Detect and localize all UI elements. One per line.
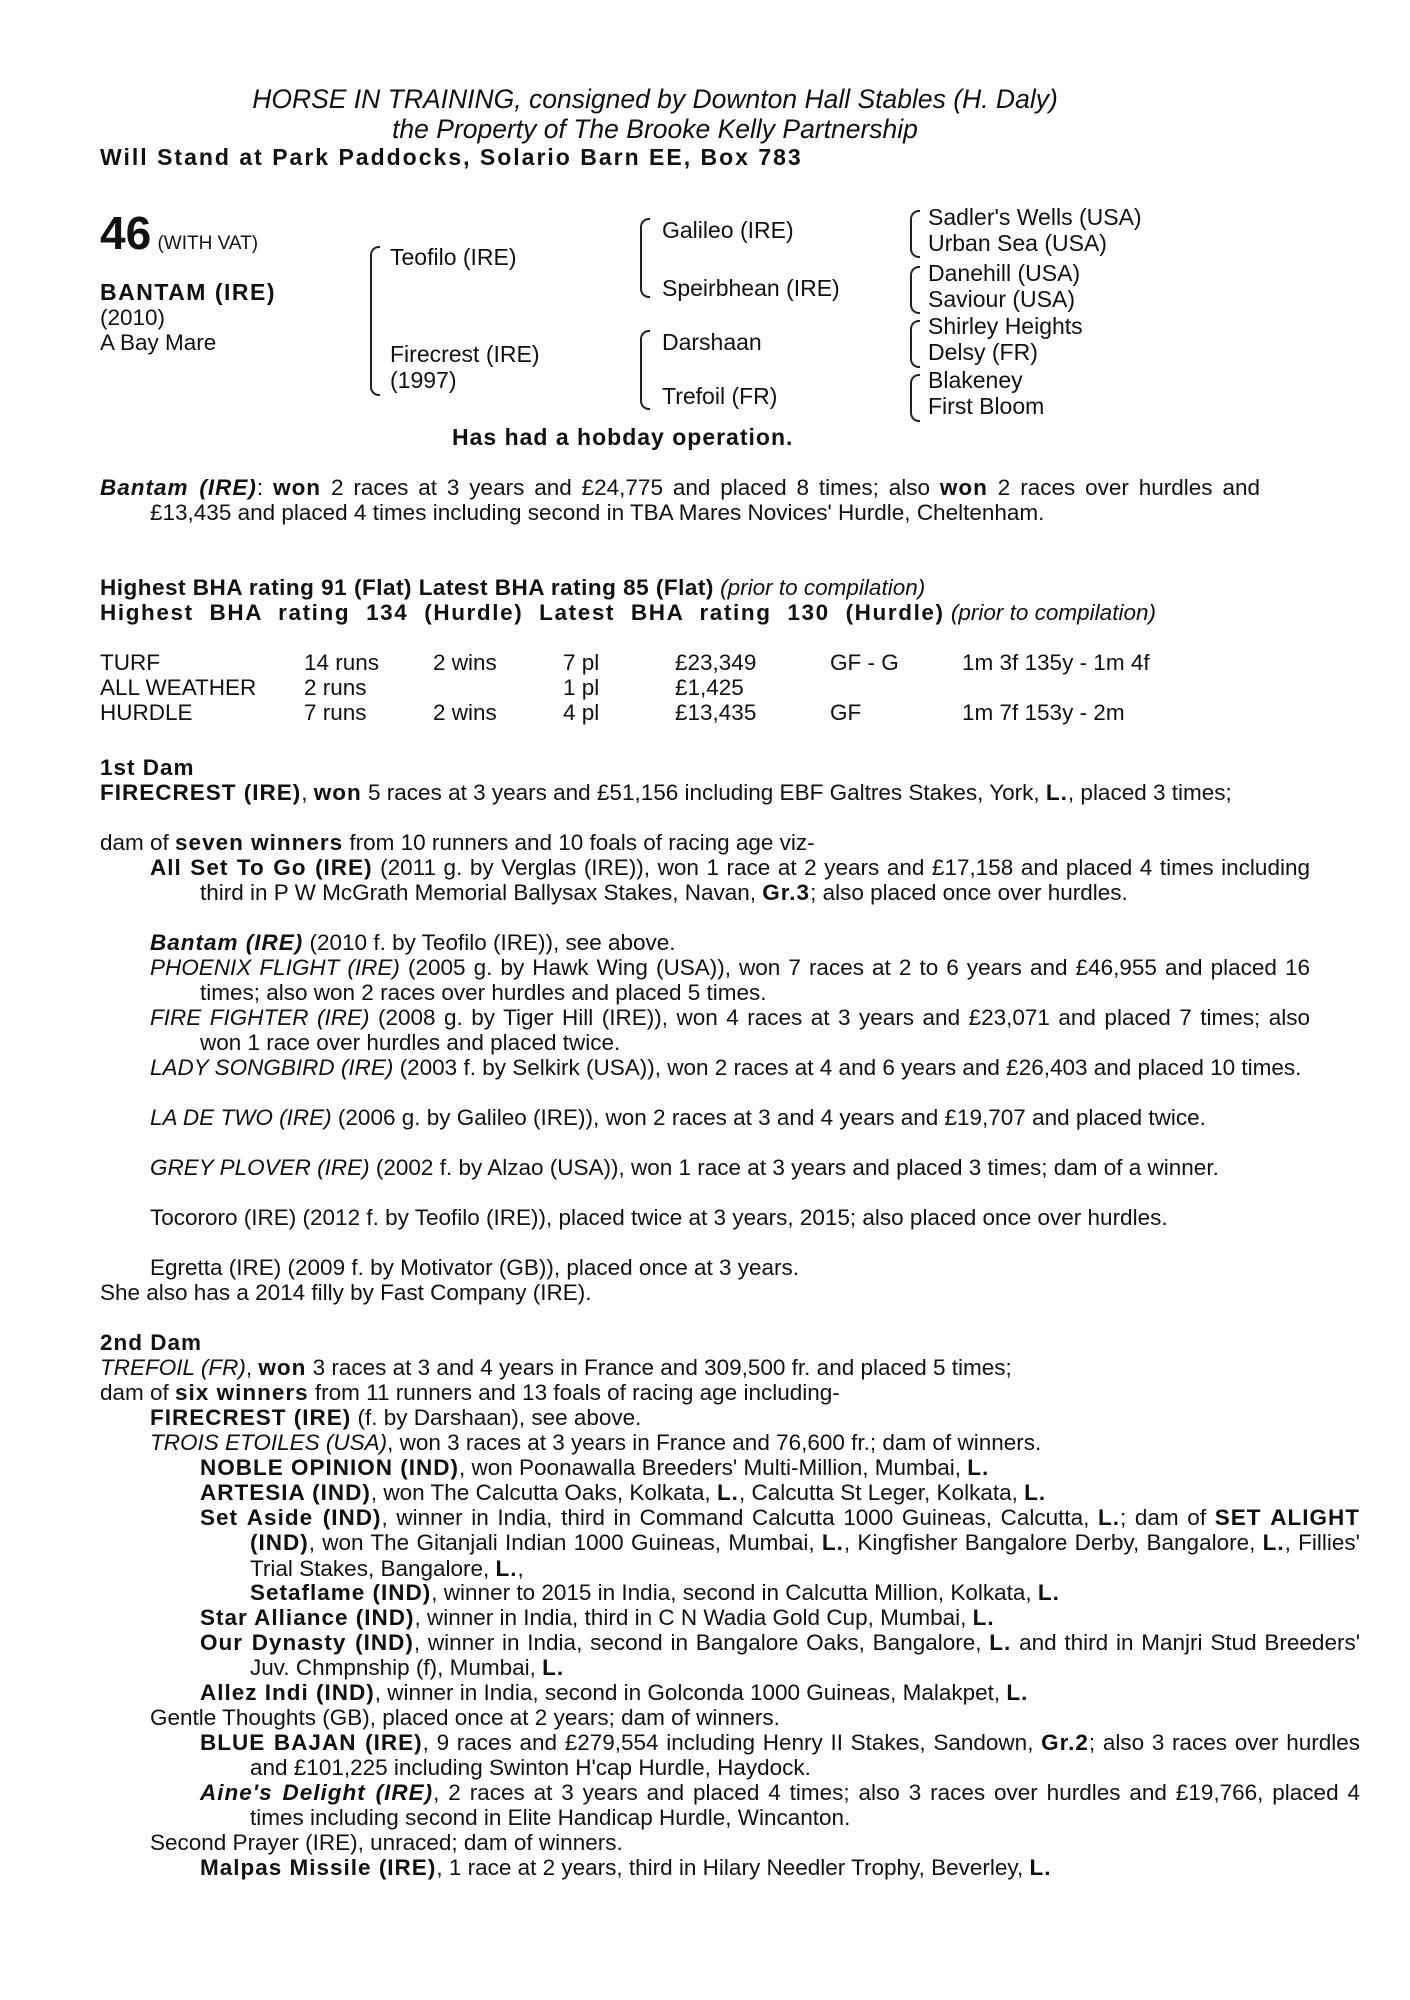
dam-sire: Darshaan <box>662 329 762 355</box>
produce-entry: Gentle Thoughts (GB), placed once at 2 years; dam of winners. <box>150 1705 780 1730</box>
dam-name: TREFOIL (FR) <box>100 1355 246 1380</box>
also-has-note: She also has a 2014 filly by Fast Company (IRE). <box>100 1280 592 1305</box>
produce-entry <box>100 1105 1310 1130</box>
won-label: won <box>939 475 988 500</box>
flat-rating <box>100 575 1260 600</box>
text: dam of <box>100 830 176 855</box>
great-grand-produce-entry <box>100 1580 1410 1605</box>
going-cell: GF - G <box>830 650 899 675</box>
wins-cell: 2 wins <box>433 650 497 675</box>
going-cell: GF <box>830 700 862 725</box>
listed-mark: L. <box>1037 1580 1060 1605</box>
race-summary <box>100 475 1260 526</box>
listed-mark: L. <box>972 1605 995 1630</box>
group-mark: Gr.2 <box>1041 1730 1089 1755</box>
sire-dam: Speirbhean (IRE) <box>662 275 840 301</box>
grand-produce-entry <box>100 1605 1360 1630</box>
lot-description: A Bay Mare <box>100 330 217 355</box>
listed-mark: L. <box>1045 780 1068 805</box>
text: 5 races at 3 years and £51,156 including EBF Galtres Stakes, York, <box>361 780 1046 805</box>
lot-year: (2010) <box>100 305 166 330</box>
rating-note: (prior to compilation) <box>944 600 1156 625</box>
summary-text: 2 races at 3 years and £24,775 and placed 8 times; also <box>321 475 940 500</box>
sdd: Saviour (USA) <box>928 286 1075 312</box>
text: , won 3 races at 3 years in France and 76,600 fr.; dam of winners. <box>387 1430 1042 1455</box>
wins-cell: 2 wins <box>433 700 497 725</box>
produce-name: FIRE FIGHTER (IRE) <box>150 1005 370 1030</box>
second-dam-summary <box>100 1355 1260 1380</box>
text: , placed 3 times; <box>1067 780 1232 805</box>
text: , <box>517 1555 524 1581</box>
text: , Calcutta St Leger, Kolkata, <box>738 1480 1025 1505</box>
hobday-note: Has had a hobday operation. <box>452 424 794 450</box>
placed-cell: 1 pl <box>563 675 600 700</box>
produce-name: ARTESIA (IND) <box>200 1480 371 1505</box>
text: from 10 runners and 10 foals of racing age viz- <box>343 830 815 855</box>
text: (2011 g. by Verglas (IRE)), won 1 race at 2 years and £17,158 and placed 4 times including third in P W McGrath Memorial Ballysax Stakes, Navan, <box>200 855 1310 906</box>
text: , winner in India, third in Command Calcutta 1000 Guineas, Calcutta, <box>381 1505 1099 1530</box>
listed-mark: L. <box>716 1480 739 1505</box>
produce-entry: Egretta (IRE) (2009 f. by Motivator (GB)), placed once at 3 years. <box>150 1255 800 1280</box>
placed-cell: 4 pl <box>563 700 600 725</box>
produce-name: Our Dynasty (IND) <box>200 1630 414 1655</box>
text: ; also 3 races over hurdles and £101,225 including Swinton H'cap Hurdle, Haydock. <box>250 1730 1360 1781</box>
won-label: won <box>273 475 322 500</box>
prize-cell: £23,349 <box>675 650 757 675</box>
listed-mark: L. <box>821 1530 844 1556</box>
text: 3 races at 3 and 4 years in France and 309,500 fr. and placed 5 times; <box>306 1355 1012 1380</box>
text: , 2 races at 3 years and placed 4 times; also 3 races over hurdles and £19,766, placed 4 times including second in Elite Handicap Hurdle, Wincanton. <box>250 1780 1360 1831</box>
grand-produce-entry <box>100 1680 1360 1705</box>
grand-produce-entry <box>100 1505 1360 1581</box>
produce-name: Star Alliance (IND) <box>200 1605 415 1630</box>
first-dam-produce-intro <box>100 830 1210 855</box>
first-dam-summary: FIRECREST (IRE), won 5 races at 3 years and £51,156 including EBF Galtres Stakes, York, L., placed 3 times; <box>100 780 1232 805</box>
listed-mark: L. <box>1024 1480 1047 1505</box>
consignor-line: HORSE IN TRAINING, consigned by Downton Hall Stables (H. Daly) <box>252 84 1058 114</box>
placed-cell: 7 pl <box>563 650 600 675</box>
second-dam-heading: 2nd Dam <box>100 1330 203 1355</box>
prize-cell: £1,425 <box>675 675 744 700</box>
produce-entry <box>100 1055 1310 1080</box>
lot-number: 46 <box>100 207 152 259</box>
text: , 9 races and £279,554 including Henry II Stakes, Sandown, <box>422 1730 1042 1755</box>
lot-name: BANTAM (IRE) <box>100 279 276 305</box>
ssd: Urban Sea (USA) <box>928 230 1107 256</box>
produce-name: LADY SONGBIRD (IRE) <box>150 1055 394 1080</box>
text: , winner to 2015 in India, second in Calcutta Million, Kolkata, <box>431 1580 1038 1605</box>
text: , Fillies' Trial Stakes, Bangalore, <box>250 1530 1360 1581</box>
text: (2005 g. by Hawk Wing (USA)), won 7 races at 2 to 6 years and £46,955 and placed 16 times; also won 2 races over hurdles and placed 5 times. <box>200 955 1310 1006</box>
runs-cell: 7 runs <box>304 700 367 725</box>
listed-mark: L. <box>542 1655 565 1681</box>
listed-mark: L. <box>989 1630 1012 1655</box>
property-line: the Property of The Brooke Kelly Partnership <box>392 114 918 144</box>
grand-produce-entry <box>100 1780 1360 1831</box>
second-dam-produce-intro <box>100 1380 1210 1405</box>
prize-cell: £13,435 <box>675 700 757 725</box>
location-line: Will Stand at Park Paddocks, Solario Barn EE, Box 783 <box>100 144 803 170</box>
produce-entry <box>100 1430 1310 1455</box>
produce-name: TROIS ETOILES (USA) <box>150 1430 388 1455</box>
first-dam-heading: 1st Dam <box>100 755 195 780</box>
winners-count: six winners <box>175 1380 309 1405</box>
dam-name: FIRECREST (IRE) <box>100 780 302 805</box>
dam-year: (1997) <box>390 367 457 393</box>
dsd: Delsy (FR) <box>928 339 1038 365</box>
brace <box>640 330 650 410</box>
text: ; dam of <box>1120 1505 1215 1530</box>
produce-name: Bantam (IRE) <box>150 930 304 955</box>
surface-cell: TURF <box>100 650 160 675</box>
text: , <box>245 1355 259 1380</box>
text: , won The Calcutta Oaks, Kolkata, <box>370 1480 717 1505</box>
sire: Teofilo (IRE) <box>390 244 517 270</box>
text: from 11 runners and 13 foals of racing age including- <box>308 1380 840 1405</box>
table-row <box>100 675 1210 700</box>
produce-entry <box>100 930 1310 955</box>
produce-name: LA DE TWO (IRE) <box>150 1105 332 1130</box>
sss: Sadler's Wells (USA) <box>928 204 1142 230</box>
runs-cell: 14 runs <box>304 650 380 675</box>
produce-name: FIRECREST (IRE) <box>150 1405 352 1430</box>
surface-cell: HURDLE <box>100 700 193 725</box>
text: , Kingfisher Bangalore Derby, Bangalore, <box>843 1530 1263 1556</box>
surface-cell: ALL WEATHER <box>100 675 257 700</box>
grand-produce-entry <box>100 1630 1360 1681</box>
text: (2003 f. by Selkirk (USA)), won 2 races at 4 and 6 years and £26,403 and placed 10 times. <box>393 1055 1302 1080</box>
text: , winner in India, third in C N Wadia Gold Cup, Mumbai, <box>414 1605 973 1630</box>
text: (2010 f. by Teofilo (IRE)), see above. <box>303 930 676 955</box>
text: (2008 g. by Tiger Hill (IRE)), won 4 races at 3 years and £23,071 and placed 7 times; also won 1 race over hurdles and placed twice. <box>200 1005 1311 1056</box>
brace <box>910 320 920 368</box>
produce-entry: Tocororo (IRE) (2012 f. by Teofilo (IRE)), placed twice at 3 years, 2015; also placed once over hurdles. <box>150 1205 1168 1230</box>
produce-name: Allez Indi (IND) <box>200 1680 375 1705</box>
won-label: won <box>313 780 362 805</box>
ddd: First Bloom <box>928 393 1045 419</box>
text: (2002 f. by Alzao (USA)), won 1 race at 3 years and placed 3 times; dam of a winner. <box>369 1155 1219 1180</box>
grand-produce-entry <box>100 1480 1360 1505</box>
dam: Firecrest (IRE) <box>390 341 540 367</box>
text: (f. by Darshaan), see above. <box>351 1405 642 1430</box>
horse-name: Bantam (IRE) <box>100 475 257 500</box>
text: , won The Gitanjali Indian 1000 Guineas, Mumbai, <box>308 1530 822 1556</box>
flat-rating-text: Highest BHA rating 91 (Flat) Latest BHA rating 85 (Flat) <box>100 575 714 600</box>
brace <box>370 246 380 396</box>
produce-name: SET ALIGHT (IND) <box>250 1505 1360 1556</box>
produce-entry <box>100 855 1310 906</box>
text: dam of <box>100 1380 176 1405</box>
dam-dam: Trefoil (FR) <box>662 383 778 409</box>
text: , winner in India, second in Golconda 1000 Guineas, Malakpet, <box>374 1680 1007 1705</box>
listed-mark: L. <box>1006 1680 1029 1705</box>
brace <box>910 266 920 314</box>
table-row <box>100 700 1210 725</box>
sds: Danehill (USA) <box>928 260 1081 286</box>
hurdle-rating-text: Highest BHA rating 134 (Hurdle) Latest BHA rating 130 (Hurdle) <box>100 600 945 625</box>
produce-entry <box>100 1005 1310 1056</box>
produce-name: Aine's Delight (IRE) <box>200 1780 434 1805</box>
dds: Blakeney <box>928 367 1023 393</box>
produce-name: NOBLE OPINION (IND) <box>200 1455 459 1480</box>
listed-mark: L. <box>1098 1505 1121 1530</box>
grand-produce-entry <box>100 1455 1360 1480</box>
group-mark: Gr.3 <box>762 880 811 906</box>
text: , won Poonawalla Breeders' Multi-Million, Mumbai, <box>459 1455 968 1480</box>
text: ; also placed once over hurdles. <box>810 880 1128 906</box>
brace <box>910 210 920 258</box>
produce-entry <box>100 955 1310 1006</box>
distance-cell: 1m 3f 135y - 1m 4f <box>962 650 1150 675</box>
listed-mark: L. <box>495 1555 518 1581</box>
produce-name: Malpas Missile (IRE) <box>200 1855 437 1880</box>
produce-name: BLUE BAJAN (IRE) <box>200 1730 423 1755</box>
produce-name: PHOENIX FLIGHT (IRE) <box>150 955 400 980</box>
colon: : <box>256 475 264 500</box>
produce-entry: Second Prayer (IRE), unraced; dam of winners. <box>150 1830 623 1855</box>
summary-text: 2 races over hurdles and £13,435 and placed 4 times including second in TBA Mares Novices' Hurdle, Cheltenham. <box>150 475 1260 526</box>
text: (2006 g. by Galileo (IRE)), won 2 races at 3 and 4 years and £19,707 and placed twice. <box>331 1105 1206 1130</box>
produce-name: Set Aside (IND) <box>200 1505 382 1530</box>
produce-entry <box>100 1155 1310 1180</box>
table-row <box>100 650 1210 675</box>
dss: Shirley Heights <box>928 313 1083 339</box>
produce-name: All Set To Go (IRE) <box>150 855 373 880</box>
text: , winner in India, second in Bangalore Oaks, Bangalore, <box>413 1630 990 1655</box>
listed-mark: L. <box>1029 1855 1052 1880</box>
produce-name: Setaflame (IND) <box>250 1580 432 1605</box>
winners-count: seven winners <box>175 830 344 855</box>
distance-cell: 1m 7f 153y - 2m <box>962 700 1125 725</box>
lot-number-block <box>100 207 259 259</box>
text: , 1 race at 2 years, third in Hilary Needler Trophy, Beverley, <box>436 1855 1030 1880</box>
brace <box>640 218 650 298</box>
sire-sire: Galileo (IRE) <box>662 217 794 243</box>
listed-mark: L. <box>967 1455 990 1480</box>
runs-cell: 2 runs <box>304 675 367 700</box>
grand-produce-entry <box>100 1855 1360 1880</box>
produce-name: GREY PLOVER (IRE) <box>150 1155 370 1180</box>
produce-entry <box>100 1405 1310 1430</box>
text: and third in Manjri Stud Breeders' Juv. Chmpnship (f), Mumbai, <box>250 1630 1360 1681</box>
won-label: won <box>258 1355 307 1380</box>
vat-label: (WITH VAT) <box>157 233 259 254</box>
grand-produce-entry <box>100 1730 1360 1781</box>
listed-mark: L. <box>1262 1530 1285 1556</box>
hurdle-rating <box>100 600 1260 625</box>
rating-note: (prior to compilation) <box>713 575 926 600</box>
brace <box>910 374 920 422</box>
